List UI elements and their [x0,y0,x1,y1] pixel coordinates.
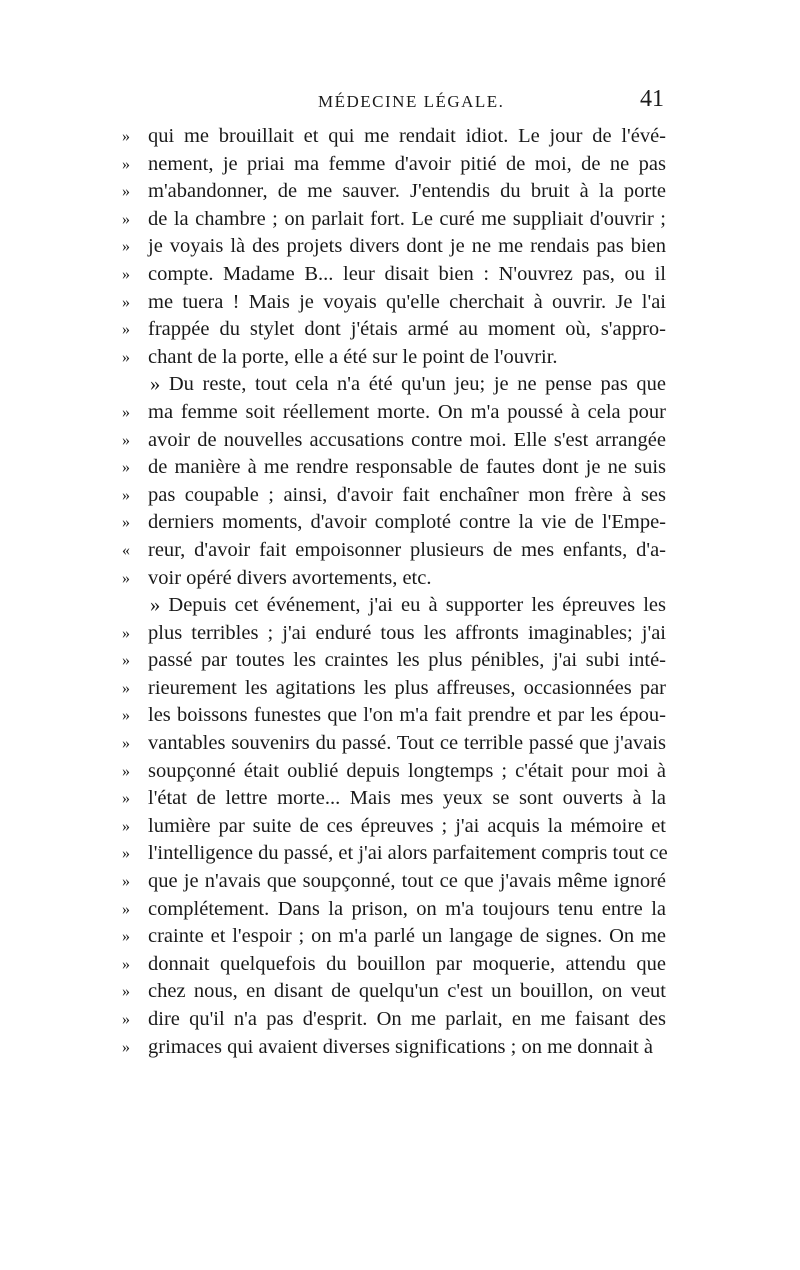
quote-mark: « [122,541,130,559]
line-text: dire qu'il n'a pas d'esprit. On me parlait, en me faisant des [148,1008,666,1030]
quote-mark: » [122,569,130,587]
text-line [0,482,800,510]
line-text: qui me brouillait et qui me rendait idiot. Le jour de l'évé- [148,125,666,147]
line-text: crainte et l'espoir ; on m'a parlé un langage de signes. On me [148,925,666,948]
page-header [0,88,800,118]
quote-mark: » [122,210,130,228]
quote-mark: » [122,183,130,201]
line-text: » Du reste, tout cela n'a été qu'un jeu; je ne pense pas que [150,373,666,396]
quote-mark: » [122,486,130,504]
line-text: je voyais là des projets divers dont je ne me rendais pas bien [148,235,666,258]
quote-mark: » [122,265,130,283]
text-line [0,454,800,482]
text-line [0,537,800,565]
line-text: complétement. Dans la prison, on m'a toujours tenu entre la [148,897,666,920]
quote-mark: » [122,431,130,449]
text-line [0,123,800,151]
text-line [0,868,800,896]
text-line [0,785,800,813]
quote-mark: » [122,900,130,918]
text-line [0,1034,800,1062]
text-line [0,509,800,537]
text-line [0,344,800,372]
text-line [0,565,800,593]
quote-mark: » [122,817,130,835]
quote-mark: » [122,790,130,808]
line-text: l'intelligence du passé, et j'ai alors parfaitement compris tout ce [148,842,668,865]
text-line [0,399,800,427]
line-text: » Depuis cet événement, j'ai eu à supporter les épreuves les [150,594,666,617]
text-line [0,371,800,399]
line-text: que je n'avais que soupçonné, tout ce que j'avais même ignoré [148,870,666,893]
page-number: 41 [640,86,664,112]
quote-mark: » [122,1011,130,1028]
text-line [0,289,800,317]
line-text: avoir de nouvelles accusations contre moi. Elle s'est arrangée [148,428,666,451]
line-text: plus terribles ; j'ai enduré tous les affronts imaginables; j'ai [148,621,666,644]
quote-mark: » [122,128,130,145]
line-text: reur, d'avoir fait empoisonner plusieurs de mes enfants, d'a- [148,538,666,561]
quote-mark: » [122,403,130,421]
quote-mark: » [122,762,130,780]
line-text: passé par toutes les craintes les plus pénibles, j'ai subi inté- [148,649,666,672]
quote-mark: » [122,321,130,339]
quote-mark: » [122,1038,130,1056]
text-line [0,896,800,924]
quote-mark: » [122,845,130,863]
line-text: me tuera ! Mais je voyais qu'elle cherchait à ouvrir. Je l'ai [148,290,666,313]
quote-mark: » [122,735,130,753]
line-text: chant de la porte, elle a été sur le point de l'ouvrir. [148,345,558,368]
text-line [0,1006,800,1034]
text-line [0,151,800,179]
text-line [0,702,800,730]
text-line [0,978,800,1006]
text-line [0,261,800,289]
line-text: ma femme soit réellement morte. On m'a poussé à cela pour [148,400,666,423]
line-text: chez nous, en disant de quelqu'un c'est un bouillon, on veut [148,980,666,1003]
quote-mark: » [122,348,130,366]
line-text: derniers moments, d'avoir comploté contre la vie de l'Empe- [148,511,666,534]
text-line [0,620,800,648]
quote-mark: » [122,155,130,173]
text-line [0,730,800,758]
quote-mark: » [122,928,130,946]
line-text: l'état de lettre morte... Mais mes yeux se sont ouverts à la [148,787,666,810]
line-text: frappée du stylet dont j'étais armé au moment où, s'appro- [148,318,666,341]
text-line [0,675,800,703]
quote-mark: » [122,238,130,256]
quote-mark: » [122,514,130,532]
text-line [0,813,800,841]
quote-mark: » [122,293,130,311]
line-text: nement, je priai ma femme d'avoir pitié de moi, de ne pas [148,152,666,175]
line-text: de la chambre ; on parlait fort. Le curé me suppliait d'ouvrir ; [148,207,666,230]
line-text: les boissons funestes que l'on m'a fait prendre et par les épou- [148,704,666,727]
text-line [0,840,800,868]
quote-mark: » [122,679,130,697]
quote-mark: » [122,624,130,642]
line-text: lumière par suite de ces épreuves ; j'ai acquis la mémoire et [148,814,666,837]
quote-mark: » [122,459,130,477]
running-title: MÉDECINE LÉGALE. [318,92,505,111]
text-line [0,206,800,234]
line-text: voir opéré divers avortements, etc. [148,566,432,589]
line-text: de manière à me rendre responsable de fautes dont je ne suis [148,456,666,479]
text-line [0,178,800,206]
line-text: compte. Madame B... leur disait bien : N'ouvrez pas, ou il [148,262,666,285]
line-text: vantables souvenirs du passé. Tout ce terrible passé que j'avais [148,732,666,755]
line-text: grimaces qui avaient diverses significations ; on me donnait à [148,1035,653,1058]
text-line [0,923,800,951]
text-line [0,316,800,344]
quote-mark: » [122,983,130,1001]
text-line [0,647,800,675]
line-text: donnait quelquefois du bouillon par moquerie, attendu que [148,952,666,975]
quote-mark: » [122,652,130,670]
line-text: m'abandonner, de me sauver. J'entendis du bruit à la porte [148,180,666,203]
text-line [0,427,800,455]
quote-mark: » [122,955,130,973]
body-text [0,123,800,1061]
line-text: pas coupable ; ainsi, d'avoir fait enchaîner mon frère à ses [148,483,666,506]
text-line [0,758,800,786]
text-line [0,233,800,261]
text-line [0,592,800,620]
quote-mark: » [122,873,130,891]
text-line [0,951,800,979]
quote-mark: » [122,707,130,725]
line-text: soupçonné était oublié depuis longtemps ; c'était pour moi à [148,759,666,782]
line-text: rieurement les agitations les plus affreuses, occasionnées par [148,676,666,699]
